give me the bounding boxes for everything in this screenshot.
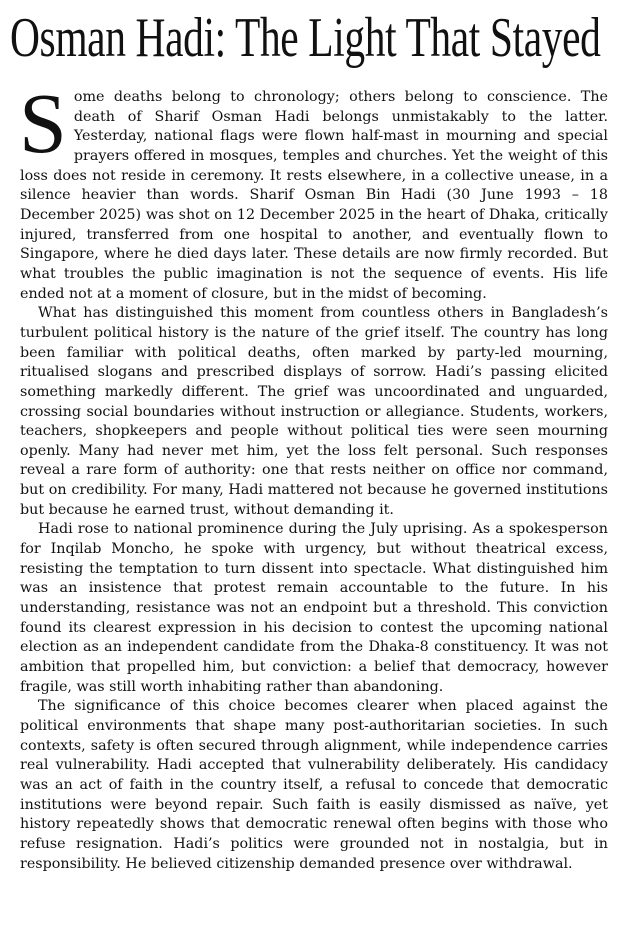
paragraph-1-text: ome deaths belong to chronology; others belong to conscience. The death of Sharif Osman Hadi belongs unmistakably to the latter. Yesterday, national flags were flown half-mast in mourning and special prayers offered in mosques, temples and churches. Yet the weight of this loss does not reside in ceremony. It rests elsewhere, in a collective unease, in a silence heavier than words. Sharif Osman Bin Hadi (30 June 1993 – 18 December 2025) was shot on 12 December 2025 in the heart of Dhaka, critically injured, transferred from one hospital to another, and eventually flown to Singapore, where he died days later. These details are now firmly recorded. But what troubles the public imagination is not the sequence of events. His life ended not at a moment of closure, but in the midst of becoming. [20,89,608,302]
article-paragraph-3: Hadi rose to national prominence during the July uprising. As a spokesperson for Inqilab Moncho, he spoke with urgency, but without theatrical excess, resisting the temptation to turn dissent into spectacle. What distinguished him was an insistence that protest remain accountable to the future. In his understanding, resistance was not an endpoint but a threshold. This conviction found its clearest expression in his decision to contest the upcoming national election as an independent candidate from the Dhaka-8 constituency. It was not ambition that propelled him, but conviction: a belief that democracy, however fragile, was still worth inhabiting rather than abandoning. [20,521,608,695]
article-paragraph-2: What has distinguished this moment from countless others in Bangladesh’s turbulent political history is the nature of the grief itself. The country has long been familiar with political deaths, often marked by party-led mourning, ritualised slogans and prescribed displays of sorrow. Hadi’s passing elicited something markedly different. The grief was uncoordinated and unguarded, crossing social boundaries without instruction or allegiance. Students, workers, teachers, shopkeepers and people without political ties were seen mourning openly. Many had never met him, yet the loss felt personal. Such responses reveal a rare form of authority: one that rests neither on office nor command, but on credibility. For many, Hadi mattered not because he governed institutions but because he earned trust, without demanding it. [20,305,608,518]
article-paragraph-1 [19,75,608,304]
article-body [19,75,608,874]
article-paragraph-4: The significance of this choice becomes clearer when placed against the political environments that shape many post-authoritarian societies. In such contexts, safety is often secured through alignment, while independence carries real vulnerability. Hadi accepted that vulnerability deliberately. His candidacy was an act of faith in the country itself, a refusal to concede that democratic institutions were beyond repair. Such faith is easily dismissed as naïve, yet history repeatedly shows that democratic renewal often begins with those who refuse resignation. Hadi’s politics were grounded not in nostalgia, but in responsibility. He believed citizenship demanded presence over withdrawal. [20,698,608,872]
headline: Osman Hadi: The Light That Stayed [10,7,601,69]
drop-cap: S [19,75,67,171]
